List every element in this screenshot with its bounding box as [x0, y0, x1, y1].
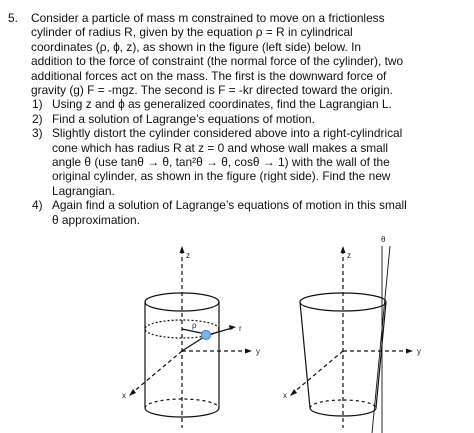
part-line: Lagrangian. — [52, 183, 115, 198]
cone-right-wall — [376, 302, 386, 408]
part-line: θ approximation. — [52, 212, 140, 227]
y-label: y — [417, 347, 421, 356]
problem-parts — [32, 97, 468, 227]
part-2 — [32, 111, 468, 126]
intro-line: Consider a particle of mass m constrained to move on a frictionless — [31, 11, 385, 25]
part-1 — [32, 97, 468, 112]
cone-diagram — [290, 246, 413, 433]
intro-line: gravity (g) F = -mgz. The second is F = -kr directed toward the origin. — [31, 83, 393, 98]
y-axis-arrow — [406, 349, 413, 354]
part-number: 4) — [32, 198, 43, 213]
part-number: 1) — [32, 97, 43, 112]
part-line: Find a solution of Lagrange’s equations of motion. — [52, 111, 315, 126]
cone-left-wall — [300, 302, 310, 408]
x-axis — [293, 351, 343, 393]
part-line: cone which has radius R at z = 0 and whose wall makes a small — [52, 140, 389, 155]
part-line: Slightly distort the cylinder considered above into a right-cylindrical — [52, 126, 403, 141]
part-4 — [32, 198, 468, 227]
y-label: y — [256, 347, 260, 356]
part-3 — [32, 126, 468, 198]
problem-5 — [8, 11, 468, 227]
z-label: z — [186, 251, 190, 260]
x-axis-arrow — [129, 389, 136, 396]
rho-label: ρ — [192, 321, 197, 330]
r-direction — [208, 328, 232, 335]
part-number: 2) — [32, 111, 43, 126]
x-label: x — [122, 391, 126, 400]
cone-wall-extension — [372, 246, 390, 433]
y-axis-arrow — [245, 349, 252, 354]
particle — [202, 331, 211, 340]
part-line: original cylinder, as shown in the figure (right side). Find the new — [52, 169, 391, 184]
problem-intro — [31, 11, 468, 97]
x-label: x — [283, 391, 287, 400]
intro-line: coordinates (ρ, ϕ, z), as shown in the figure (left side) below. In — [31, 39, 361, 54]
part-line: angle θ (use tanθ → θ, tan²θ → θ, cosθ → 1) with the wall of the — [52, 155, 390, 170]
x-axis — [132, 351, 182, 393]
intro-line: cylinder of radius R, given by the equation ρ = R in cylindrical — [31, 25, 353, 40]
intro-line: additional forces act on the mass. The first is the downward force of — [31, 68, 387, 83]
z-axis-arrow — [341, 246, 346, 253]
part-line: Again find a solution of Lagrange’s equations of motion in this small — [52, 198, 407, 213]
figure-drawing — [100, 228, 474, 433]
r-arrow — [229, 325, 236, 330]
r-label: r — [239, 324, 242, 333]
part-line: Using z and ϕ as generalized coordinates, find the Lagrangian L. — [52, 97, 392, 112]
part-number: 3) — [32, 126, 43, 141]
z-axis-arrow — [180, 246, 185, 253]
x-axis-arrow — [290, 389, 297, 396]
intro-line: addition to the force of constraint (the normal force of the cylinder), two — [31, 54, 404, 69]
problem-number: 5. — [8, 11, 18, 25]
theta-label: θ — [381, 235, 386, 244]
r-vector — [182, 337, 204, 351]
cylinder-diagram — [129, 246, 252, 428]
figure — [100, 228, 474, 433]
z-label: z — [347, 251, 351, 260]
